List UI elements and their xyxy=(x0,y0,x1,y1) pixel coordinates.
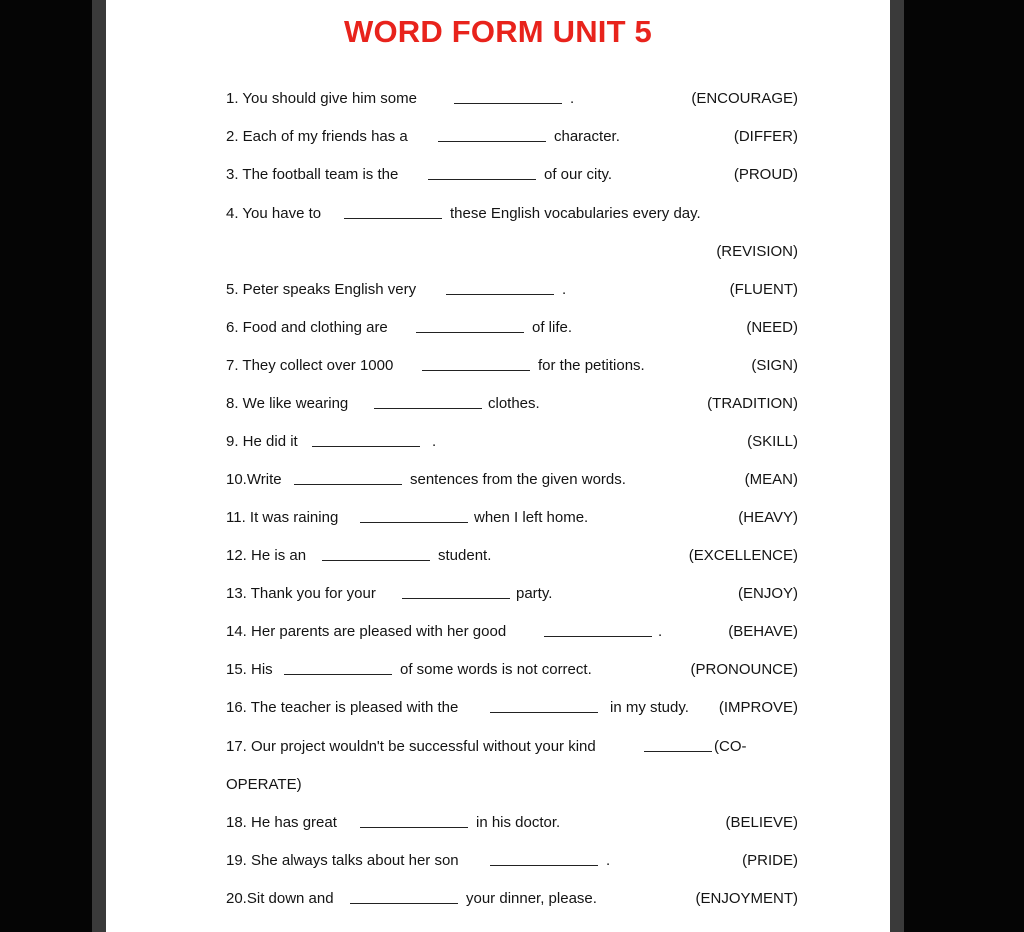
question-text: OPERATE) xyxy=(226,776,302,793)
question-ending: in his doctor. xyxy=(476,814,561,831)
scan-left-edge xyxy=(92,0,106,932)
question-text: 15. His xyxy=(226,661,273,678)
answer-blank xyxy=(360,509,468,523)
question-ending: of some words is not correct. xyxy=(400,661,592,678)
question-ending: of life. xyxy=(532,319,573,336)
answer-blank xyxy=(428,166,536,180)
question-ending: (CO- xyxy=(714,738,747,755)
root-word: (SIGN) xyxy=(751,357,798,374)
root-word: (ENJOYMENT) xyxy=(695,890,798,907)
answer-blank xyxy=(644,738,712,752)
question-ending: . xyxy=(562,281,567,298)
root-word: (DIFFER) xyxy=(733,128,798,145)
question-ending: of our city. xyxy=(544,166,613,183)
question-ending: in my study. xyxy=(610,699,689,716)
root-word: (ENJOY) xyxy=(738,585,798,602)
question-ending: party. xyxy=(516,585,553,602)
answer-blank xyxy=(402,585,510,599)
question-ending: . xyxy=(606,852,611,869)
question-text: 10.Write xyxy=(226,471,282,488)
question-text: 3. The football team is the xyxy=(226,166,399,183)
question-text: 2. Each of my friends has a xyxy=(226,128,408,145)
question-text: 1. You should give him some xyxy=(226,90,417,107)
answer-blank xyxy=(454,90,562,104)
question-text: 14. Her parents are pleased with her good xyxy=(226,623,507,640)
answer-blank xyxy=(416,319,524,333)
root-word: (HEAVY) xyxy=(738,509,798,526)
question-ending: sentences from the given words. xyxy=(410,471,626,488)
root-word: (MEAN) xyxy=(744,471,798,488)
question-ending: . xyxy=(432,433,437,450)
root-word: (PROUD) xyxy=(733,166,798,183)
root-word: (BELIEVE) xyxy=(725,814,798,831)
answer-blank xyxy=(490,699,598,713)
question-ending: student. xyxy=(438,547,492,564)
answer-blank xyxy=(294,471,402,485)
question-ending: clothes. xyxy=(488,395,540,412)
question-text: 8. We like wearing xyxy=(226,395,349,412)
answer-blank xyxy=(284,661,392,675)
question-text: 17. Our project wouldn't be successful without your kind xyxy=(226,738,596,755)
root-word: (ENCOURAGE) xyxy=(691,90,798,107)
question-ending: for the petitions. xyxy=(538,357,645,374)
question-text: 20.Sit down and xyxy=(226,890,334,907)
question-text: 12. He is an xyxy=(226,547,307,564)
root-word: (PRIDE) xyxy=(742,852,798,869)
question-ending: when I left home. xyxy=(474,509,589,526)
answer-blank xyxy=(374,395,482,409)
answer-blank xyxy=(438,128,546,142)
root-word: (FLUENT) xyxy=(729,281,798,298)
question-ending: . xyxy=(570,90,575,107)
question-text: 19. She always talks about her son xyxy=(226,852,459,869)
question-text: 13. Thank you for your xyxy=(226,585,376,602)
answer-blank xyxy=(322,547,430,561)
root-word: (IMPROVE) xyxy=(718,699,798,716)
answer-blank xyxy=(350,890,458,904)
answer-blank xyxy=(544,623,652,637)
question-ending: . xyxy=(658,623,663,640)
question-text: 7. They collect over 1000 xyxy=(226,357,394,374)
question-text: 18. He has great xyxy=(226,814,337,831)
root-word: (TRADITION) xyxy=(707,395,798,412)
question-ending: character. xyxy=(554,128,620,145)
question-text: 9. He did it xyxy=(226,433,298,450)
question-text: 11. It was raining xyxy=(226,509,339,526)
page-title: WORD FORM UNIT 5 xyxy=(343,14,652,49)
question-text: 6. Food and clothing are xyxy=(226,319,388,336)
answer-blank xyxy=(490,852,598,866)
root-word: (NEED) xyxy=(746,319,798,336)
question-text: 5. Peter speaks English very xyxy=(226,281,417,298)
answer-blank xyxy=(312,433,420,447)
root-word: (PRONOUNCE) xyxy=(690,661,798,678)
answer-blank xyxy=(422,357,530,371)
question-ending: these English vocabularies every day. xyxy=(450,205,701,222)
question-ending: your dinner, please. xyxy=(466,890,597,907)
worksheet-page xyxy=(106,0,890,932)
root-word: (SKILL) xyxy=(747,433,798,450)
question-text: 16. The teacher is pleased with the xyxy=(226,699,459,716)
root-word: (EXCELLENCE) xyxy=(688,547,798,564)
answer-blank xyxy=(360,814,468,828)
root-word: (BEHAVE) xyxy=(728,623,798,640)
root-word: (REVISION) xyxy=(716,243,798,260)
answer-blank xyxy=(446,281,554,295)
question-text: 4. You have to xyxy=(226,205,322,222)
answer-blank xyxy=(344,205,442,219)
scan-right-edge xyxy=(890,0,904,932)
